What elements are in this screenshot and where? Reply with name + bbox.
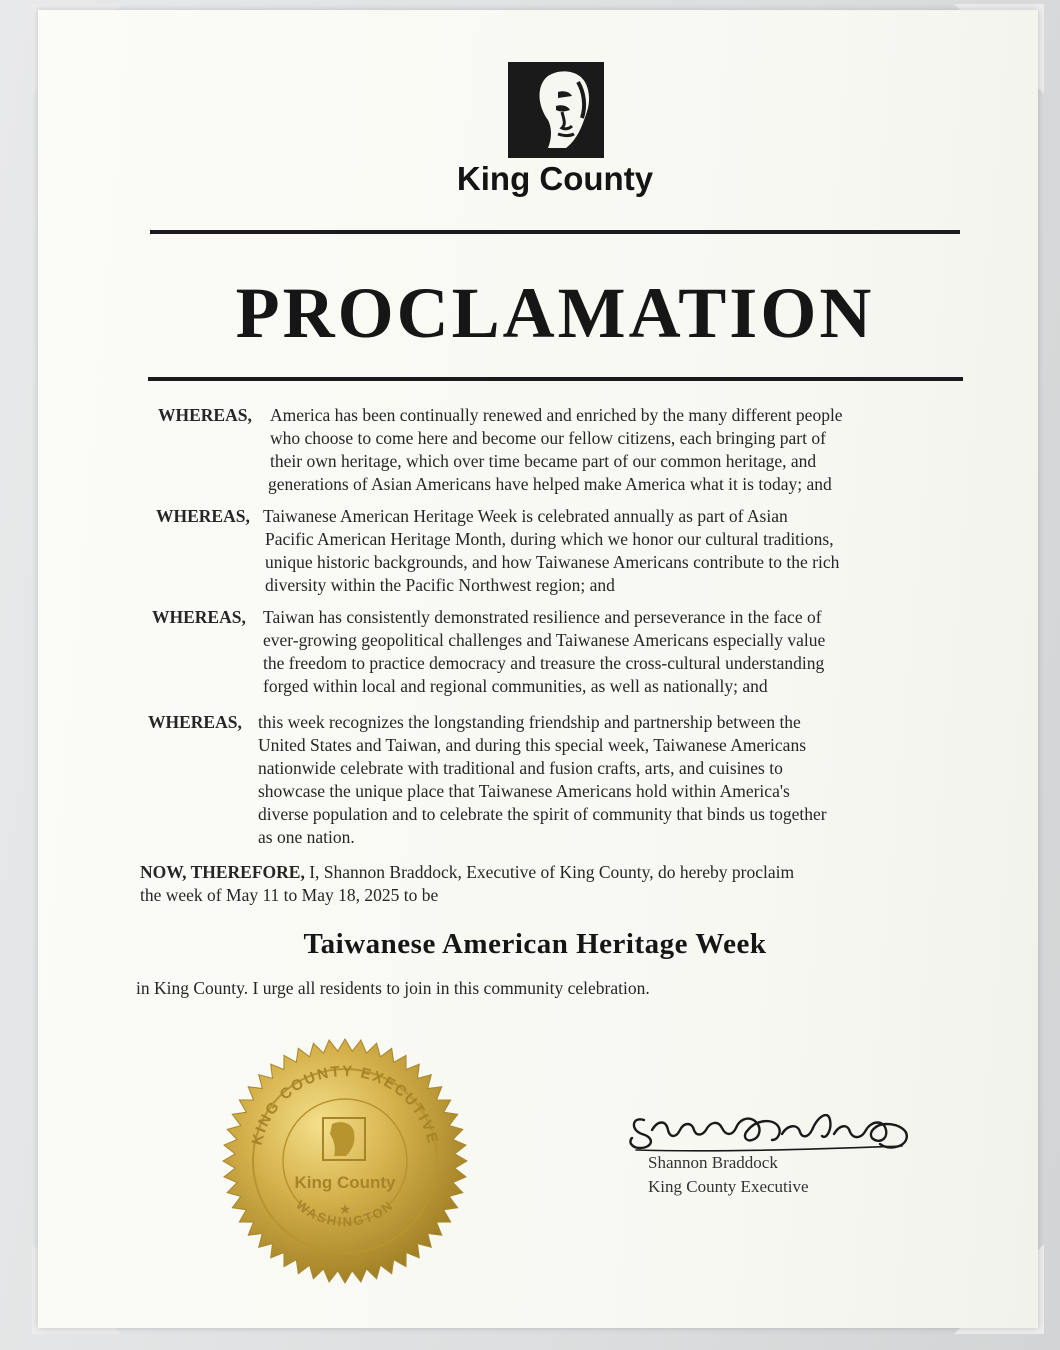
now-therefore-keyword: NOW, THEREFORE, [140, 862, 305, 882]
clause-line: this week recognizes the longstanding friendship and partnership between the [258, 712, 801, 732]
title-divider [148, 377, 963, 381]
seal-center-text: King County [294, 1173, 396, 1192]
clause-line: as one nation. [258, 827, 355, 847]
organization-name: King County [456, 160, 654, 197]
top-divider [150, 230, 960, 234]
clause-line: Pacific American Heritage Month, during which we honor our cultural traditions, [265, 529, 834, 549]
signatory-name: Shannon Braddock [648, 1153, 778, 1172]
whereas-keyword: WHEREAS, [158, 405, 252, 425]
clause-line: America has been continually renewed and enriched by the many different people [270, 405, 843, 425]
clause-line: Taiwan has consistently demonstrated resilience and perseverance in the face of [263, 607, 822, 627]
clause-line: diverse population and to celebrate the spirit of community that binds us together [258, 804, 827, 824]
clause-line: their own heritage, which over time became part of our common heritage, and [270, 451, 817, 471]
clause-line: the freedom to practice democracy and treasure the cross-cultural understanding [263, 653, 825, 673]
whereas-keyword: WHEREAS, [152, 607, 246, 627]
seal-outer-text: KING COUNTY EXECUTIVE [248, 1062, 442, 1147]
document-title: PROCLAMATION [235, 273, 875, 353]
signatory-title: King County Executive [648, 1177, 809, 1196]
clause-line: ever-growing geopolitical challenges and Taiwanese Americans especially value [263, 630, 826, 650]
closing-sentence: in King County. I urge all residents to join in this community celebration. [136, 978, 650, 998]
king-county-logo-icon [508, 62, 604, 158]
proclaim-line: I, Shannon Braddock, Executive of King County, do hereby proclaim [309, 862, 795, 882]
clause-line: who choose to come here and become our fellow citizens, each bringing part of [270, 428, 826, 448]
clause-line: Taiwanese American Heritage Week is celebrated annually as part of Asian [263, 506, 788, 526]
clause-line: diversity within the Pacific Northwest region; and [265, 575, 615, 595]
whereas-keyword: WHEREAS, [156, 506, 250, 526]
whereas-keyword: WHEREAS, [148, 712, 242, 732]
svg-text:★: ★ [338, 1203, 352, 1218]
seal-bottom-text: WASHINGTON [293, 1197, 397, 1230]
gold-seal-icon [220, 1036, 470, 1286]
clause-line: United States and Taiwan, and during this special week, Taiwanese Americans [258, 735, 807, 755]
clause-line: forged within local and regional communities, as well as nationally; and [263, 676, 768, 696]
proclaim-line: the week of May 11 to May 18, 2025 to be [140, 885, 439, 905]
heritage-week-title: Taiwanese American Heritage Week [303, 928, 767, 960]
clause-line: nationwide celebrate with traditional and fusion crafts, arts, and cuisines to [258, 758, 783, 778]
proclaim-paragraph [140, 861, 794, 907]
clause-line: unique historic backgrounds, and how Taiwanese Americans contribute to the rich [265, 552, 840, 572]
clause-line: generations of Asian Americans have helped make America what it is today; and [268, 474, 832, 494]
clause-line: showcase the unique place that Taiwanese Americans hold within America's [258, 781, 790, 801]
handwritten-signature-icon [622, 1090, 922, 1160]
